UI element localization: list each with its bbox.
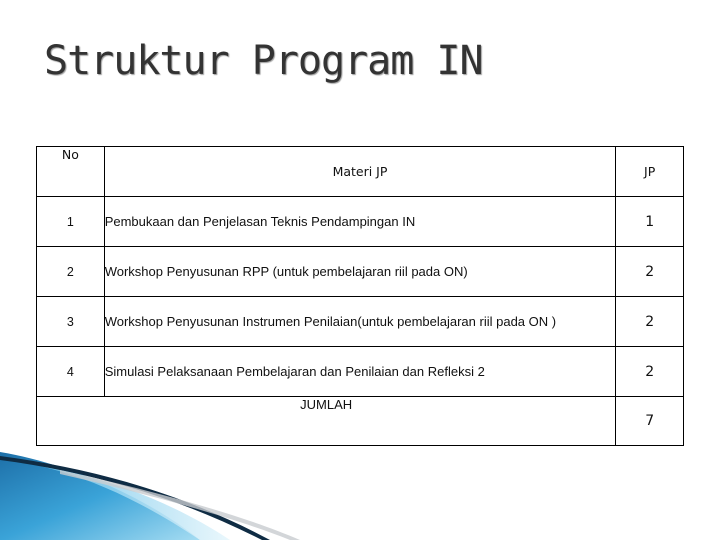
header-no: No [37, 147, 105, 197]
dark-swoosh-line [0, 456, 270, 540]
table-row [37, 347, 684, 397]
row-jp: 2 [616, 347, 684, 397]
row-materi: Pembukaan dan Penjelasan Teknis Pendampingan IN [104, 197, 616, 247]
slide-title: Struktur Program IN [44, 38, 483, 84]
row-no: 1 [37, 197, 105, 247]
total-jp: 7 [616, 397, 684, 446]
blue-swoosh-shape [0, 452, 200, 540]
row-no: 2 [37, 247, 105, 297]
row-no: 3 [37, 297, 105, 347]
program-structure-table [36, 146, 684, 446]
header-materi: Materi JP [104, 147, 616, 197]
row-materi: Workshop Penyusunan Instrumen Penilaian(untuk pembelajaran riil pada ON ) [104, 297, 616, 347]
row-materi: Workshop Penyusunan RPP (untuk pembelajaran riil pada ON) [104, 247, 616, 297]
row-materi: Simulasi Pelaksanaan Pembelajaran dan Penilaian dan Refleksi 2 [104, 347, 616, 397]
row-jp: 2 [616, 297, 684, 347]
table-row [37, 197, 684, 247]
total-label: JUMLAH [37, 397, 616, 446]
gray-swoosh-line [60, 470, 300, 540]
table-total-row [37, 397, 684, 446]
table-row [37, 247, 684, 297]
table-row [37, 297, 684, 347]
row-jp: 2 [616, 247, 684, 297]
light-swoosh-shape [40, 466, 230, 540]
row-jp: 1 [616, 197, 684, 247]
table-header-row [37, 147, 684, 197]
header-jp: JP [616, 147, 684, 197]
row-no: 4 [37, 347, 105, 397]
